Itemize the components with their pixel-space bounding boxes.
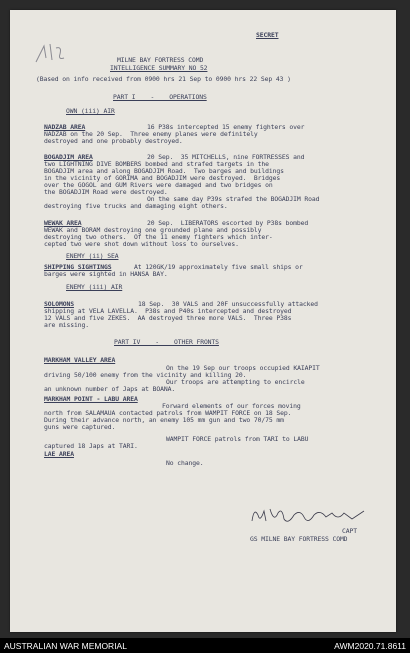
markham-line: On the 19 Sep our troops occupied KAIAPIT [166,364,320,372]
markham-point-line: Forward elements of our forces moving [162,402,301,410]
bogadjim-line: BOGADJIM area and along BOGADJIM Road. Two barges and buildings [44,167,284,175]
wewak-line: 20 Sep. LIBERATORS escorted by P38s bombed [147,219,309,227]
bogadjim-line: 20 Sep. 35 MITCHELLS, nine FORTRESSES and [147,153,305,161]
handwritten-signature [248,503,368,529]
org-name: MILNE BAY FORTRESS COMD [117,56,204,64]
footer-accession: AWM2020.71.8611 [334,640,406,651]
wewak-title: WEWAK AREA [44,219,82,227]
own-air-heading: OWN (iii) AIR [66,107,115,115]
wewak-line: WEWAK and BORAM destroying one grounded plane and possibly [44,226,262,234]
solomons-line: are missing. [44,321,89,329]
bogadjim-line: in the vicinity of GORIMA and BOGADJIM were destroyed. Bridges [44,174,281,182]
markham-point-line: WAMPIT FORCE patrols from TARI to LABU [166,435,309,443]
bogadjim-line: two LIGHTNING DIVE BOMBERS bombed and strafed targets in the [44,160,269,168]
bogadjim-line: On the same day P39s strafed the BOGADJIM Road [147,195,320,203]
nadzab-line: 16 P38s intercepted 15 enemy fighters over [147,123,305,131]
wewak-line: destroying two others. Of the 11 enemy fighters which inter- [44,233,273,241]
markham-line: an unknown number of Japs at BOANA. [44,385,176,393]
shipping-line: At 120GK/19 approximately five small ships or [134,263,303,271]
lae-text: No change. [166,459,204,467]
part4-heading: PART IV - OTHER FRONTS [114,338,219,346]
lae-title: LAE AREA [44,450,74,458]
part1-heading: PART I - OPERATIONS [113,93,207,101]
wewak-line: cepted two were shot down without loss to ourselves. [44,240,239,248]
solomons-line: 12 VALS and five ZEKES. AA destroyed three more VALS. Three P38s [44,314,292,322]
solomons-line: 18 Sep. 30 VALS and 20F unsuccessfully attacked [138,300,318,308]
markham-point-line: guns were captured. [44,423,116,431]
markham-point-line: During their advance north, an enemy 105 mm gun and two 70/75 mm [44,416,284,424]
footer-credit: AUSTRALIAN WAR MEMORIAL [4,640,127,651]
document-page [10,10,396,632]
solomons-title: SOLOMONS [44,300,74,308]
basis-line: (Based on info received from 0900 hrs 21 Sep to 0900 hrs 22 Sep 43 ) [36,75,291,83]
shipping-line: barges were sighted in HANSA BAY. [44,270,168,278]
pencil-annotation [32,38,72,70]
enemy-air-heading: ENEMY (iii) AIR [66,283,123,291]
markham-point-line: captured 18 Japs at TARI. [44,442,138,450]
nadzab-line: NADZAB on the 20 Sep. Three enemy planes were definitely [44,130,258,138]
bogadjim-line: destroying five trucks and damaging eight others. [44,202,228,210]
nadzab-line: destroyed and one probably destroyed. [44,137,183,145]
solomons-line: shipping at VELA LAVELLA. P38s and P40s intercepted and destroyed [44,307,292,315]
bogadjim-line: the BOGADJIM Road were destroyed. [44,188,168,196]
markham-line: Our troops are attempting to encircle [166,378,305,386]
bogadjim-line: over the GOGOL and GUM Rivers were damaged and two bridges on [44,181,273,189]
doc-title: INTELLIGENCE SUMMARY NO 52 [110,64,208,72]
signer-unit: GS MILNE BAY FORTRESS COMD [250,535,348,543]
footer-bar [0,638,410,653]
nadzab-title: NADZAB AREA [44,123,86,131]
markham-line: driving 50/100 enemy from the vicinity and killing 20. [44,371,247,379]
enemy-sea-heading: ENEMY (ii) SEA [66,252,119,260]
markham-title: MARKHAM VALLEY AREA [44,356,116,364]
signer-rank: CAPT [342,527,357,535]
markham-point-line: north from SALAMAUA contacted patrols from WAMPIT FORCE on 18 Sep. [44,409,292,417]
shipping-title: SHIPPING SIGHTINGS [44,263,112,271]
classification: SECRET [256,31,279,39]
markham-point-title: MARKHAM POINT - LABU AREA [44,395,138,403]
bogadjim-title: BOGADJIM AREA [44,153,93,161]
